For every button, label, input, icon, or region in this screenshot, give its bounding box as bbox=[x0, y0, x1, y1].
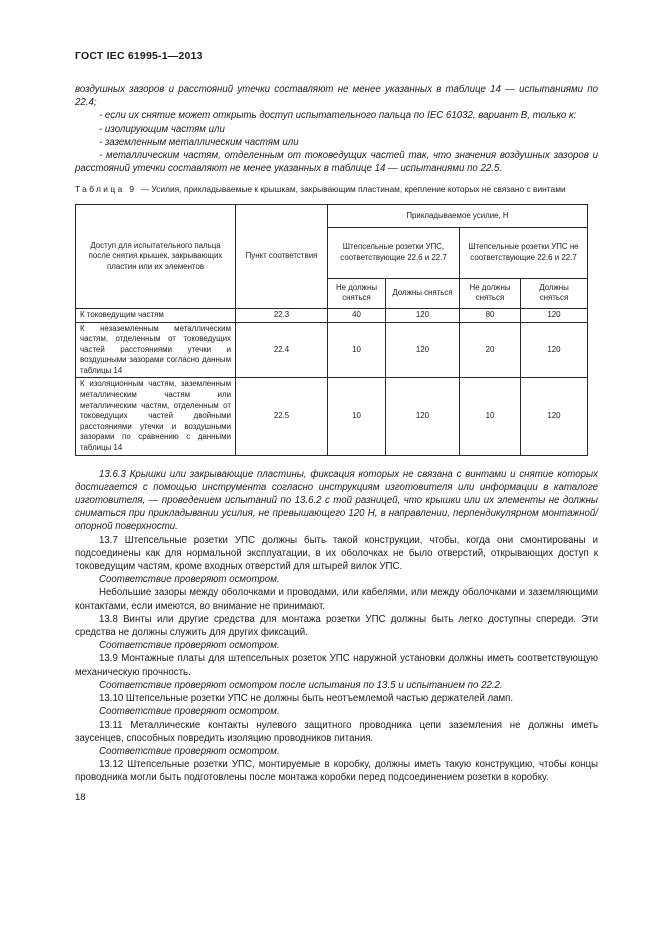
paragraph: Небольшие зазоры между оболочками и проводами, или кабелями, или между оболочками и заземляющими контактами, если имеются, во внимание не принимают. bbox=[75, 587, 598, 612]
running-header: ГОСТ IEC 61995-1—2013 bbox=[75, 50, 203, 62]
paragraph: 13.10 Штепсельные розетки УПС не должны быть неотъемлемой частью держателей ламп. bbox=[99, 693, 514, 705]
paragraph: - заземленным металлическим частям или bbox=[99, 136, 299, 148]
cell-access: К токоведущим частям bbox=[76, 308, 236, 322]
cell-force-value: 40 bbox=[328, 308, 386, 322]
cell-force-value: 10 bbox=[460, 378, 521, 455]
cell-access: К изоляционным частям, заземленным металлическим частям или металлическим частям, отделенным от токоведущих частей двойными расстояниями утечки и воздушными зазорами по сравнению с данными таблицы 14 bbox=[76, 378, 236, 455]
paragraph: 13.7 Штепсельные розетки УПС должны быть такой конструкции, чтобы, когда они смонтированы и подсоединены как для нормальной эксплуатации, в их оболочках не было отверстий, открывающих доступ к токоведущим частям, кроме входных отверстий для штырей вилок УПС. bbox=[75, 534, 598, 573]
table-9-header bbox=[76, 204, 588, 308]
table-caption-label: Таблица 9 bbox=[75, 184, 137, 195]
paragraph: 13.6.3 Крышки или закрывающие пластины, фиксация которых не связана с винтами и снятие которых достигается с помощью инструмента согласно инструкциям изготовителя или информации в каталоге изготовителя, — проведением испытаний по 13.6.2 с той разницей, что крышки или их элементы не должны сниматься при прикладывании усилия, не превышающего 120 Н, в направлении, перпендикулярном монтажной/опорной поверхности. bbox=[75, 468, 598, 533]
header-cell-group1: Штепсельные розетки УПС, соответствующие 22.6 и 22.7 bbox=[328, 227, 460, 278]
paragraph: 13.8 Винты или другие средства для монтажа розетки УПС должны быть легко доступны спереди. Эти средства не должны служить для других фиксаций. bbox=[75, 613, 598, 639]
cell-force-value: 10 bbox=[328, 322, 386, 378]
paragraph: Соответствие проверяют осмотром. bbox=[99, 574, 280, 586]
cell-force-value: 120 bbox=[386, 308, 460, 322]
paragraph: 13.11 Металлические контакты нулевого защитного проводника цепи заземления не должны иметь заусенцев, способных повредить изоляцию проводников питания. bbox=[75, 719, 598, 744]
cell-force-value: 120 bbox=[521, 322, 588, 378]
table-row bbox=[76, 378, 588, 455]
paragraph: 13.9 Монтажные платы для штепсельных розеток УПС наружной установки должны иметь соответствующую механическую прочность. bbox=[75, 653, 598, 678]
header-cell-subcol: Должны сняться bbox=[386, 278, 460, 308]
cell-force-value: 120 bbox=[521, 308, 588, 322]
header-cell-access: Доступ для испытательного пальца после снятия крышек, закрывающих пластин или их элементов bbox=[76, 204, 236, 308]
paragraph: Соответствие проверяют осмотром. bbox=[99, 706, 280, 718]
header-cell-force-group: Прикладываемое усилие, Н bbox=[328, 204, 588, 227]
intro-paragraphs bbox=[75, 83, 598, 175]
body-paragraphs bbox=[75, 468, 598, 785]
cell-clause: 22.4 bbox=[236, 322, 328, 378]
paragraph: воздушных зазоров и расстояний утечки составляют не менее указанных в таблице 14 — испытаниями по 22.4; bbox=[75, 84, 598, 109]
table-caption bbox=[75, 184, 598, 196]
paragraph: Соответствие проверяют осмотром. bbox=[99, 745, 280, 757]
header-cell-subcol: Не должны сняться bbox=[460, 278, 521, 308]
table-row bbox=[76, 308, 588, 322]
header-cell-group2: Штепсельные розетки УПС не соответствующие 22.6 и 22.7 bbox=[460, 227, 588, 278]
cell-force-value: 20 bbox=[460, 322, 521, 378]
paragraph: Соответствие проверяют осмотром. bbox=[99, 640, 280, 652]
paragraph: 13.12 Штепсельные розетки УПС, монтируемые в коробку, должны иметь такую конструкцию, чтобы концы проводника могли быть подготовлены после монтажа коробки перед подсоединением розетки в коробку. bbox=[75, 759, 598, 784]
header-row-1 bbox=[76, 204, 588, 227]
header-cell-subcol: Не должны сняться bbox=[328, 278, 386, 308]
paragraph: - изолирующим частям или bbox=[99, 123, 225, 135]
table-row bbox=[76, 322, 588, 378]
cell-clause: 22.3 bbox=[236, 308, 328, 322]
paragraph: - если их снятие может открыть доступ испытательного пальца по IEC 61032, вариант В, только к: bbox=[99, 110, 577, 122]
cell-force-value: 10 bbox=[328, 378, 386, 455]
cell-force-value: 120 bbox=[521, 378, 588, 455]
page-number: 18 bbox=[75, 791, 86, 803]
cell-access: К незаземленным металлическим частям, отделенным от токоведущих частей расстояниями утечки и воздушными зазорами согласно данным таблицы 14 bbox=[76, 322, 236, 378]
cell-force-value: 80 bbox=[460, 308, 521, 322]
paragraph: Соответствие проверяют осмотром после испытания по 13.5 и испытанием по 22.2. bbox=[99, 679, 503, 691]
cell-force-value: 120 bbox=[386, 322, 460, 378]
cell-force-value: 120 bbox=[386, 378, 460, 455]
header-cell-subcol: Должны сняться bbox=[521, 278, 588, 308]
table-9 bbox=[75, 204, 588, 456]
header-cell-clause: Пункт соответствия bbox=[236, 204, 328, 308]
table-9-body bbox=[76, 308, 588, 455]
paragraph: - металлическим частям, отделенным от токоведущих частей так, что значения воздушных зазоров и расстояний утечки составляют не менее указанных в таблице 14 — испытаниями по 22.5. bbox=[75, 150, 598, 175]
cell-clause: 22.5 bbox=[236, 378, 328, 455]
table-caption-text: — Усилия, прикладываемые к крышкам, закрывающим пластинам, крепление которых не связано с винтами bbox=[140, 184, 566, 195]
